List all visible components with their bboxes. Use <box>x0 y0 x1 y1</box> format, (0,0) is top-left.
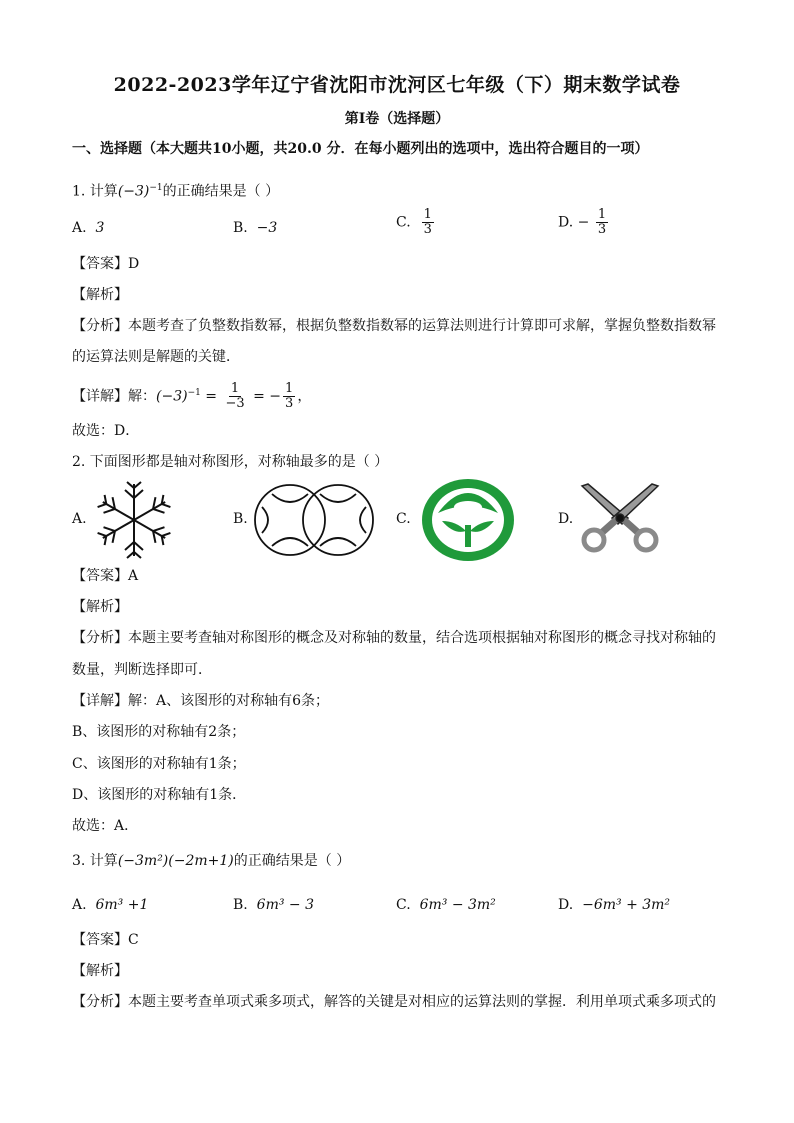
q1-detail <box>72 382 311 411</box>
q1-detail-eq2: = − <box>248 388 282 405</box>
q1-stem-exp: −1 <box>149 183 163 193</box>
q1-detail-prefix: 【详解】解： <box>72 388 156 405</box>
q1-option-a <box>72 218 104 238</box>
q2-detail-line3: C、该图形的对称轴有1条； <box>72 756 246 772</box>
q1-detail-frac2 <box>283 382 295 411</box>
q1-fenxi-line1: 【分析】本题考查了负整数指数幂，根据负整数指数幂的运算法则进行计算即可求解，掌握负整数指数幂 <box>72 318 716 334</box>
q2-analysis-label: 【解析】 <box>72 599 128 615</box>
q1-detail-eq1: = <box>200 388 222 405</box>
q1-opt-c-num: 1 <box>423 207 432 222</box>
q1-opt-a-label: A. <box>72 220 87 236</box>
q1-opt-c-label: C. <box>396 214 411 231</box>
snowflake-figure-icon <box>88 480 180 560</box>
scissors-figure-icon <box>576 482 664 554</box>
q1-detail-f1-num: 1 <box>230 381 240 396</box>
q2-detail-line1: 【详解】解：A、该图形的对称轴有6条； <box>72 693 330 709</box>
q1-opt-c-den: 3 <box>423 222 432 237</box>
q1-detail-base: (−3) <box>156 388 188 405</box>
q1-detail-exp: −1 <box>187 387 201 398</box>
q1-fenxi-line2: 的运算法则是解题的关键． <box>72 349 240 365</box>
q1-opt-b-label: B. <box>233 220 248 236</box>
q1-opt-c-fraction <box>422 208 434 237</box>
q1-option-d <box>558 208 610 237</box>
q3-stem-expr: (−3m²)(−2m+1) <box>117 853 234 869</box>
q1-detail-f1-den: −3 <box>225 396 245 411</box>
q3-opt-c-value: 6m³ − 3m² <box>419 897 496 913</box>
q3-answer: 【答案】C <box>72 932 139 948</box>
q3-opt-b-label: B. <box>233 897 248 913</box>
q3-analysis-label: 【解析】 <box>72 963 128 979</box>
q1-stem-prefix: 1. 计算 <box>72 183 118 200</box>
q1-answer: 【答案】D <box>72 256 140 272</box>
q1-opt-b-value: −3 <box>256 220 278 236</box>
q1-opt-d-fraction <box>596 208 608 237</box>
q3-stem <box>72 851 350 871</box>
q3-opt-d-value: −6m³ + 3m² <box>582 897 671 913</box>
q3-option-a <box>72 895 148 915</box>
q2-opt-a-label: A. <box>72 511 87 527</box>
q1-opt-d-num: 1 <box>597 207 607 222</box>
section-heading: 一、选择题（本大题共10小题，共20.0 分．在每小题列出的选项中，选出符合题目的一项） <box>72 141 649 157</box>
green-food-logo-icon <box>420 477 516 563</box>
q1-option-c <box>396 208 436 237</box>
section-subtitle: 第I卷（选择题） <box>344 111 450 127</box>
q2-conclusion: 故选：A． <box>72 818 139 834</box>
q1-opt-d-label: D. <box>558 214 574 231</box>
q3-opt-d-label: D. <box>558 897 574 913</box>
q3-option-c <box>396 895 496 915</box>
q1-stem-suffix: 的正确结果是（ ） <box>162 183 280 200</box>
q3-option-b <box>233 895 314 915</box>
q2-answer: 【答案】A <box>72 568 139 584</box>
q3-option-d <box>558 895 670 915</box>
q3-stem-prefix: 3. 计算 <box>72 853 118 869</box>
q1-stem-expr: (−3) <box>117 183 150 200</box>
q2-fenxi-line1: 【分析】本题主要考查轴对称图形的概念及对称轴的数量，结合选项根据轴对称图形的概念寻找对称轴的 <box>72 630 716 646</box>
q2-detail-line2: B、该图形的对称轴有2条； <box>72 724 246 740</box>
q2-opt-b-label: B. <box>233 511 248 527</box>
q1-stem <box>72 178 279 202</box>
q3-opt-a-value: 6m³ +1 <box>95 897 149 913</box>
q1-opt-d-den: 3 <box>597 222 607 237</box>
q2-detail-line4: D、该图形的对称轴有1条． <box>72 787 247 803</box>
q1-detail-frac1 <box>223 382 246 411</box>
q2-fenxi-line2: 数量，判断选择即可． <box>72 662 212 678</box>
q1-opt-d-sign: − <box>577 214 590 231</box>
q3-opt-a-label: A. <box>72 897 87 913</box>
q2-opt-c-label: C. <box>396 511 411 527</box>
q3-opt-b-value: 6m³ − 3 <box>256 897 314 913</box>
page-title: 2022-2023学年辽宁省沈阳市沈河区七年级（下）期末数学试卷 <box>113 74 681 96</box>
q1-conclusion: 故选：D． <box>72 423 140 439</box>
q2-opt-d-label: D. <box>558 511 574 527</box>
q1-detail-f2-den: 3 <box>285 396 294 411</box>
two-circles-figure-icon <box>250 482 378 558</box>
q2-stem: 2. 下面图形都是轴对称图形，对称轴最多的是（ ） <box>72 454 389 470</box>
q1-analysis-label: 【解析】 <box>72 287 128 303</box>
q3-fenxi-line1: 【分析】本题主要考查单项式乘多项式，解答的关键是对相应的运算法则的掌握．利用单项式乘多项式的 <box>72 994 716 1010</box>
q1-detail-f2-num: 1 <box>285 381 294 396</box>
q1-detail-end: ， <box>297 388 312 405</box>
q3-opt-c-label: C. <box>396 897 411 913</box>
q1-option-b <box>233 218 277 238</box>
q3-stem-suffix: 的正确结果是（ ） <box>233 853 351 869</box>
q1-opt-a-value: 3 <box>95 220 105 236</box>
